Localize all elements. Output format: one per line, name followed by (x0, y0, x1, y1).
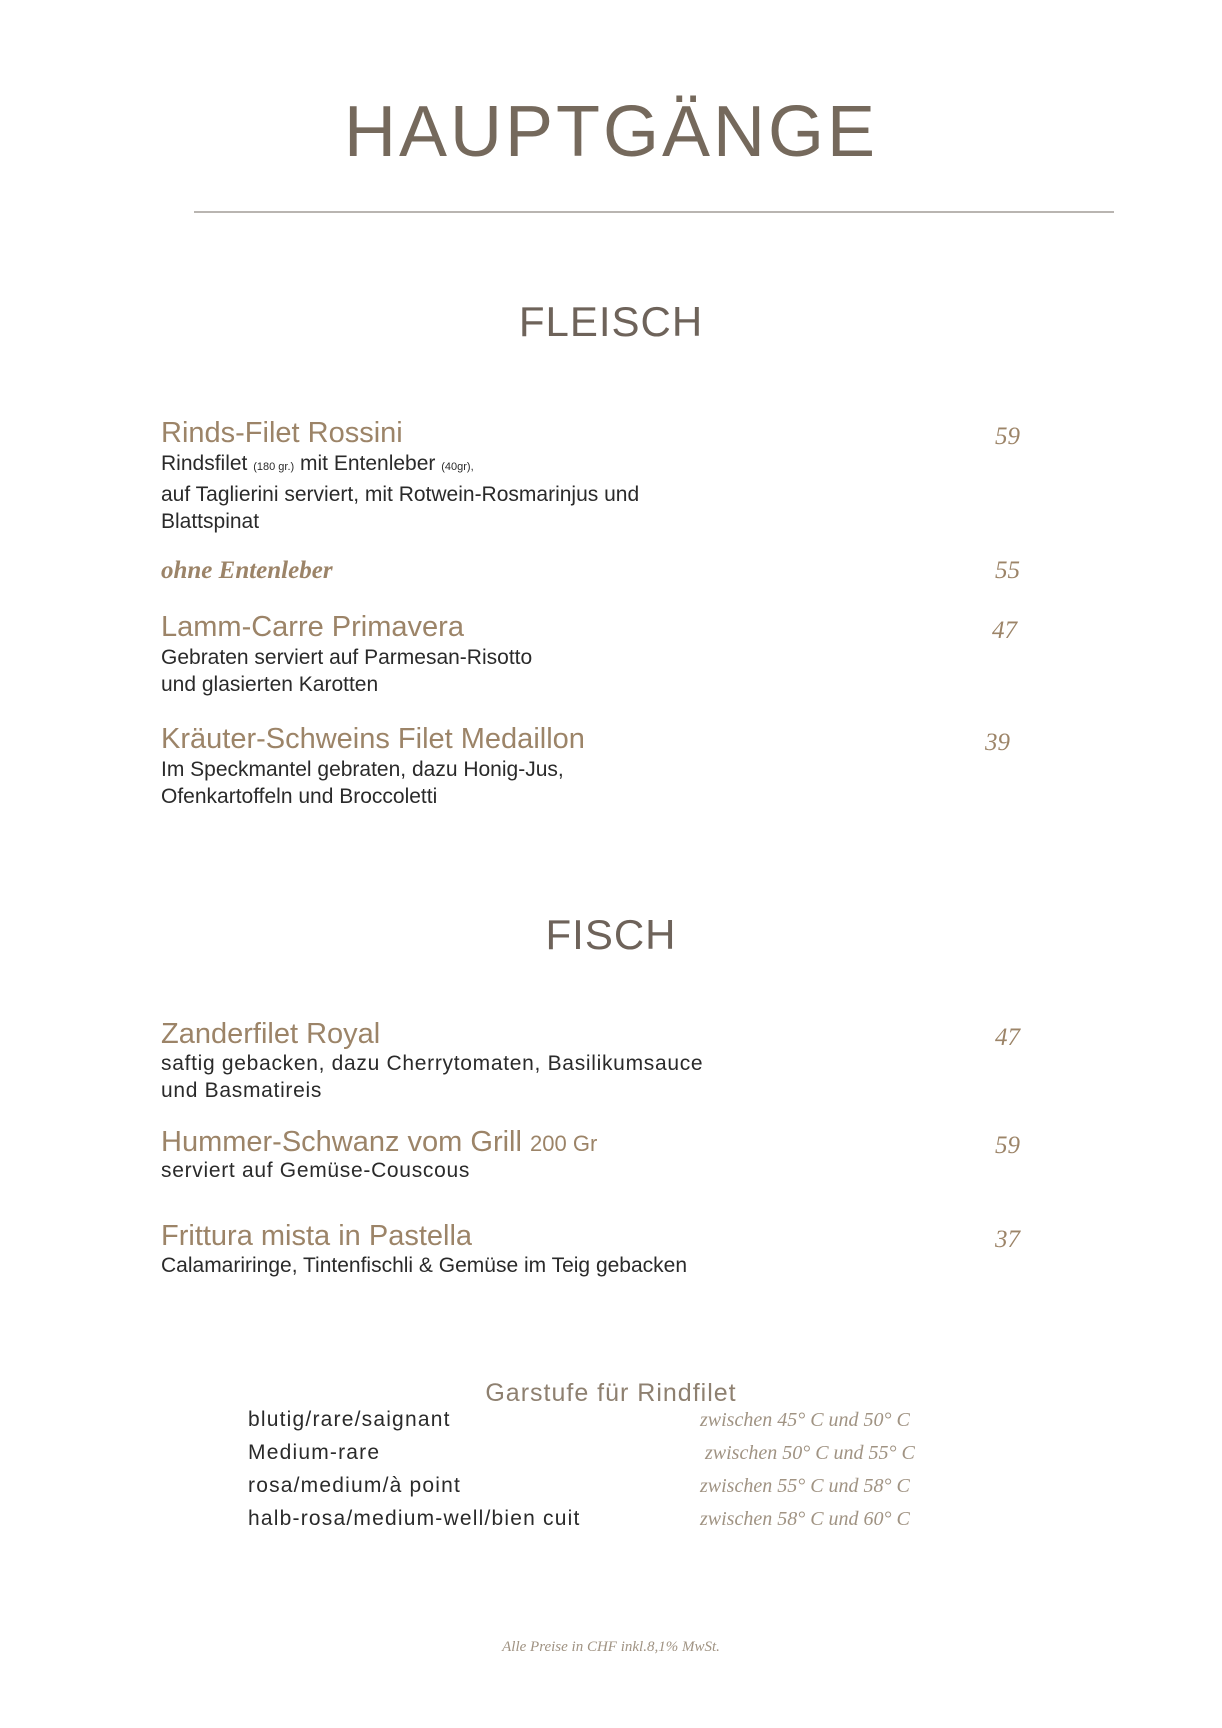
price-rossini: 59 (995, 423, 1020, 450)
weight-note-entenleber: (40gr), (441, 461, 474, 473)
desc-line-1: Calamariringe, Tintenfischli & Gemüse im Teig gebacken (161, 1254, 688, 1277)
dish-name-rossini: Rinds-Filet Rossini (161, 417, 403, 449)
desc-line-1: Gebraten serviert auf Parmesan-Risotto (161, 646, 533, 669)
variant-ohne-entenleber: ohne Entenleber (161, 557, 333, 584)
garstufe-temp-medium-rare: zwischen 50° C und 55° C (705, 1442, 915, 1464)
desc-line-2: und Basmatireis (161, 1079, 323, 1102)
desc-line-3: Blattspinat (161, 510, 260, 533)
page-title: HAUPTGÄNGE (343, 92, 879, 172)
garstufe-temp-medium: zwischen 55° C und 58° C (700, 1475, 910, 1497)
dish-name-frittura: Frittura mista in Pastella (161, 1220, 473, 1252)
dish-name-lamm: Lamm-Carre Primavera (161, 611, 464, 643)
dish-desc-rossini (161, 450, 639, 535)
price-zander: 47 (995, 1024, 1020, 1051)
price-frittura: 37 (995, 1226, 1020, 1253)
garstufe-label-rare: blutig/rare/saignant (248, 1408, 451, 1431)
dish-desc-lamm (161, 644, 532, 698)
desc-line-2: auf Taglierini serviert, mit Rotwein-Rosmarinjus und (161, 483, 640, 506)
title-divider (194, 211, 1114, 213)
price-lamm: 47 (992, 617, 1017, 644)
garstufe-title: Garstufe für Rindfilet (485, 1379, 737, 1407)
garstufe-temp-rare: zwischen 45° C und 50° C (700, 1409, 910, 1431)
dish-desc-frittura (161, 1252, 687, 1279)
desc-line-1: Im Speckmantel gebraten, dazu Honig-Jus, (161, 758, 564, 781)
desc-line-2: und glasierten Karotten (161, 673, 379, 696)
section-title-fleisch: FLEISCH (518, 298, 704, 345)
dish-desc-hummer (161, 1157, 470, 1184)
dish-name-zander: Zanderfilet Royal (161, 1018, 381, 1050)
garstufe-label-medium: rosa/medium/à point (248, 1474, 462, 1497)
dish-weight-hummer: 200 Gr (530, 1131, 598, 1156)
desc-text-a: Rindsfilet (161, 452, 254, 475)
garstufe-label-medium-well: halb-rosa/medium-well/bien cuit (248, 1507, 581, 1530)
weight-note-filet: (180 gr.) (253, 461, 295, 473)
garstufe-label-medium-rare: Medium-rare (248, 1441, 381, 1464)
price-hummer: 59 (995, 1132, 1020, 1159)
desc-line-1: serviert auf Gemüse-Couscous (161, 1159, 471, 1182)
section-title-fisch: FISCH (545, 911, 677, 958)
desc-line-1: saftig gebacken, dazu Cherrytomaten, Basilikumsauce (161, 1052, 704, 1075)
dish-desc-zander (161, 1050, 703, 1104)
garstufe-temp-medium-well: zwischen 58° C und 60° C (700, 1508, 910, 1530)
dish-name-schwein: Kräuter-Schweins Filet Medaillon (161, 723, 585, 755)
price-ohne-entenleber: 55 (995, 557, 1020, 584)
dish-desc-schwein (161, 756, 564, 810)
dish-name-hummer (161, 1128, 597, 1157)
dish-name-hummer-text: Hummer-Schwanz vom Grill (161, 1126, 522, 1158)
desc-text-b: mit Entenleber (294, 452, 442, 475)
price-schwein: 39 (985, 729, 1010, 756)
footer-price-note: Alle Preise in CHF inkl.8,1% MwSt. (502, 1639, 720, 1655)
desc-line-2: Ofenkartoffeln und Broccoletti (161, 785, 438, 808)
